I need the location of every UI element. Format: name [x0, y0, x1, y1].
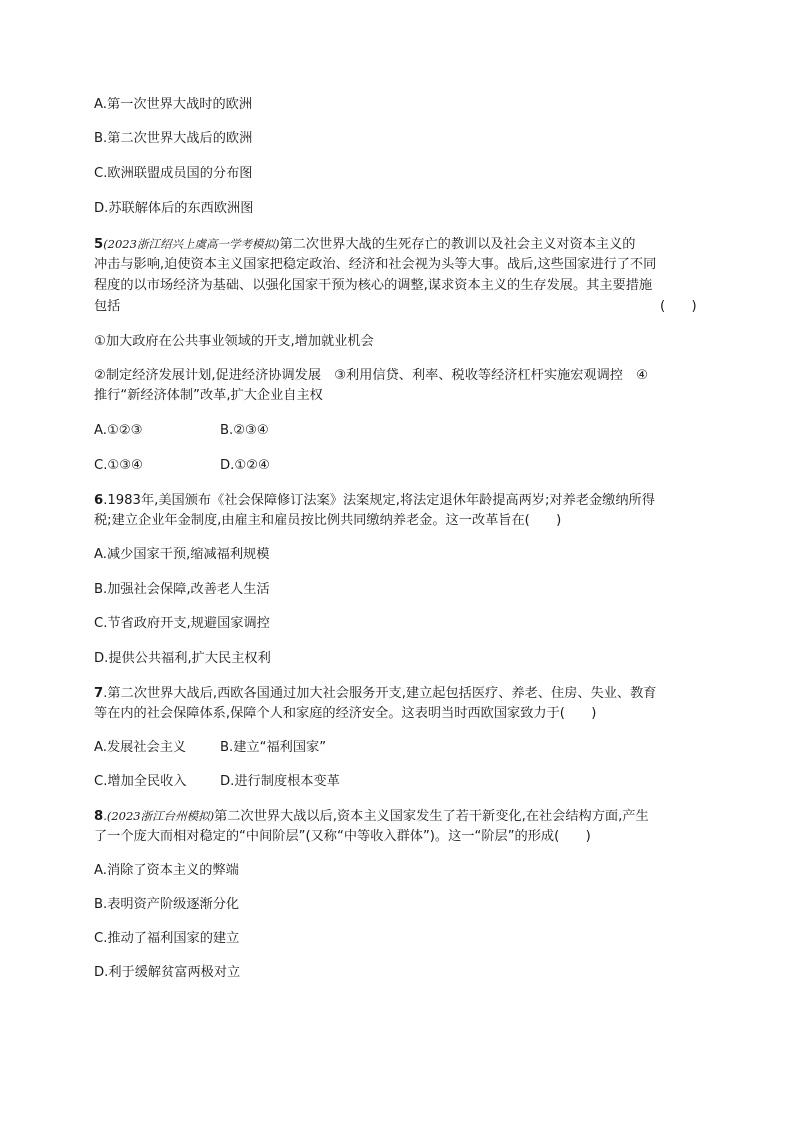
option-b: B.第二次世界大战后的欧洲 — [94, 131, 253, 146]
q8-source: .(2023浙江台州模拟) — [103, 809, 215, 823]
q7-option-d: D.进行制度根本变革 — [220, 774, 340, 789]
q5-option-d: D.①②④ — [220, 458, 270, 473]
q5-answer-paren: ( ) — [660, 299, 697, 314]
q5-option-b: B.②③④ — [220, 423, 269, 438]
q5-item-2: ②制定经济发展计划,促进经济协调发展 ③利用信贷、利率、税收等经济杠杆实施宏观调控 ④ — [94, 368, 648, 383]
option-d: D.苏联解体后的东西欧洲图 — [94, 201, 254, 216]
q6-option-a: A.减少国家干预,缩减福利规模 — [94, 547, 270, 562]
q8-option-c: C.推动了福利国家的建立 — [94, 931, 240, 946]
q6-number: 6 — [94, 493, 104, 508]
q5-stem-line-3: 程度的以市场经济为基础、以强化国家干预为核心的调整,谋求资本主义的生存发展。其主要措施 — [94, 278, 653, 293]
q8-option-d: D.利于缓解贫富两极对立 — [94, 965, 241, 980]
q5-item-1: ①加大政府在公共事业领域的开支,增加就业机会 — [94, 334, 374, 349]
q6-option-c: C.节省政府开支,规避国家调控 — [94, 616, 270, 631]
q5-source: (2023浙江绍兴上虞高一学考模拟) — [103, 237, 280, 251]
q6-text: .1983年,美国颁布《社会保障修订法案》法案规定,将法定退休年龄提高两岁;对养老金缴纳所得 — [103, 493, 655, 508]
q5-option-a: A.①②③ — [94, 423, 143, 438]
q7-option-b: B.建立“福利国家” — [220, 740, 327, 755]
q6-option-d: D.提供公共福利,扩大民主权利 — [94, 651, 271, 666]
q5-text: 第二次世界大战的生死存亡的教训以及社会主义对资本主义的 — [279, 237, 636, 252]
q6-option-b: B.加强社会保障,改善老人生活 — [94, 582, 270, 597]
q7-option-a: A.发展社会主义 — [94, 740, 187, 755]
q7-number: 7 — [94, 686, 104, 701]
q5-option-c: C.①③④ — [94, 458, 143, 473]
q6-stem-line-2: 税;建立企业年金制度,由雇主和雇员按比例共同缴纳养老金。这一改革旨在( ) — [94, 513, 562, 528]
q6-stem-line-1 — [94, 492, 655, 510]
option-a: A.第一次世界大战时的欧洲 — [94, 97, 253, 112]
q5-stem-line-1 — [94, 235, 636, 254]
q8-option-b: B.表明资产阶级逐渐分化 — [94, 897, 240, 912]
q8-stem-line-1 — [94, 807, 649, 826]
q8-text: 第二次世界大战以后,资本主义国家发生了若干新变化,在社会结构方面,产生 — [214, 809, 649, 824]
q8-stem-line-2: 了一个庞大而相对稳定的“中间阶层”(又称“中等收入群体”)。这一“阶层”的形成( ) — [94, 829, 591, 844]
q5-stem-line-2: 冲击与影响,迫使资本主义国家把稳定政治、经济和社会视为头等大事。战后,这些国家进行了不同 — [94, 257, 657, 272]
q8-option-a: A.消除了资本主义的弊端 — [94, 863, 239, 878]
q5-stem-line-4: 包括 — [94, 299, 121, 314]
q7-option-c: C.增加全民收入 — [94, 774, 187, 789]
q8-number: 8 — [94, 809, 104, 824]
q5-item-2-cont: 推行“新经济体制”改革,扩大企业自主权 — [94, 388, 323, 403]
q5-number: 5 — [94, 237, 104, 252]
q7-stem-line-1 — [94, 685, 656, 703]
q7-text: .第二次世界大战后,西欧各国通过加大社会服务开支,建立起包括医疗、养老、住房、失业、教育 — [103, 686, 657, 701]
option-c: C.欧洲联盟成员国的分布图 — [94, 166, 253, 181]
q7-stem-line-2: 等在内的社会保障体系,保障个人和家庭的经济安全。这表明当时西欧国家致力于( ) — [94, 706, 597, 721]
